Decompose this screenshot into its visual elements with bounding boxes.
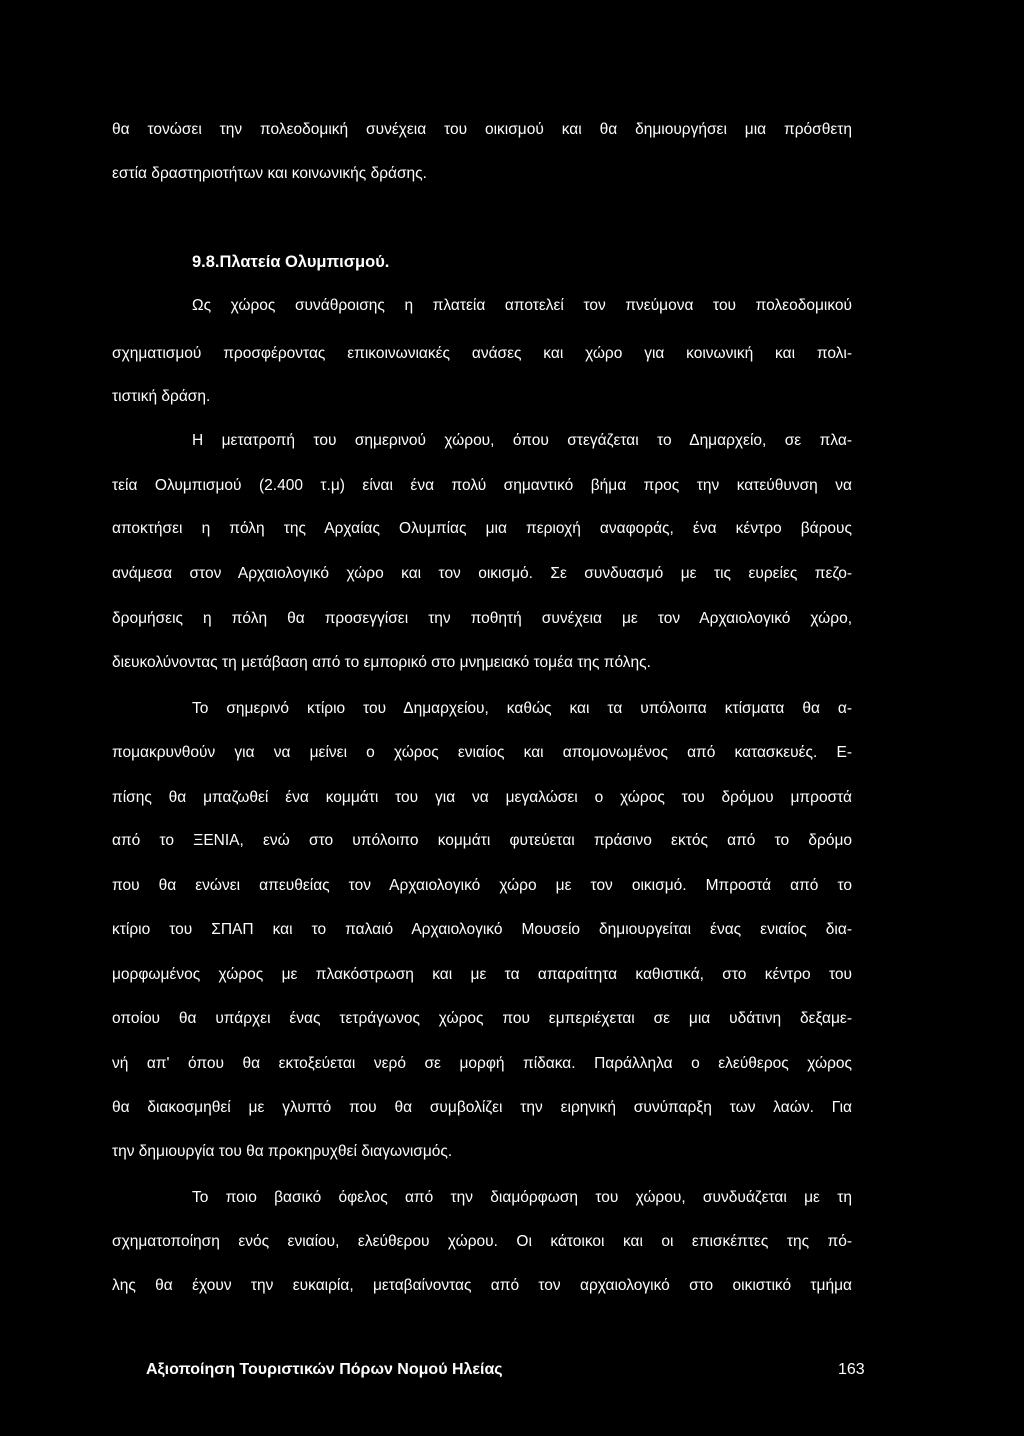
text-line: θα διακοσμηθεί με γλυπτό που θα συμβολίζει την ειρηνική συνύπαρξη των λαών. Για (112, 1099, 852, 1116)
text-line: τιστική δράση. (112, 388, 211, 405)
text-line: Το ποιο βασικό όφελος από την διαμόρφωση του χώρου, συνδυάζεται με τη (192, 1189, 852, 1206)
text-line: εστία δραστηριοτήτων και κοινωνικής δράσης. (112, 165, 427, 182)
text-line: διευκολύνοντας τη μετάβαση από το εμπορικό στο μνημειακό τομέα της πόλης. (112, 654, 651, 671)
text-line: την δημιουργία του θα προκηρυχθεί διαγωνισμός. (112, 1143, 453, 1160)
text-line: λης θα έχουν την ευκαιρία, μεταβαίνοντας από τον αρχαιολογικό στο οικιστικό τμήμα (112, 1277, 852, 1294)
text-line: πομακρυνθούν για να μείνει ο χώρος ενιαίος και απομονωμένος από κατασκευές. Ε- (112, 744, 852, 761)
text-line: Η μετατροπή του σημερινού χώρου, όπου στεγάζεται το Δημαρχείο, σε πλα- (192, 432, 852, 449)
page-number: 163 (838, 1361, 865, 1378)
text-line: οποίου θα υπάρχει ένας τετράγωνος χώρος που εμπεριέχεται σε μια υδάτινη δεξαμε- (112, 1010, 852, 1027)
footer-title: Αξιοποίηση Τουριστικών Πόρων Νομού Ηλείας (146, 1361, 503, 1378)
text-line: που θα ενώνει απευθείας τον Αρχαιολογικό χώρο με τον οικισμό. Μπροστά από το (112, 877, 852, 894)
text-line: νή απ' όπου θα εκτοξεύεται νερό σε μορφή πίδακα. Παράλληλα ο ελεύθερος χώρος (112, 1055, 852, 1072)
text-line: μορφωμένος χώρος με πλακόστρωση και με τα απαραίτητα καθιστικά, στο κέντρο του (112, 966, 852, 983)
text-line: Το σημερινό κτίριο του Δημαρχείου, καθώς και τα υπόλοιπα κτίσματα θα α- (192, 700, 852, 717)
text-line: δρομήσεις η πόλη θα προσεγγίσει την ποθητή συνέχεια με τον Αρχαιολογικό χώρο, (112, 610, 852, 627)
text-line: κτίριο του ΣΠΑΠ και το παλαιό Αρχαιολογικό Μουσείο δημιουργείται ένας ενιαίος δια- (112, 921, 852, 938)
text-line: θα τονώσει την πολεοδομική συνέχεια του οικισμού και θα δημιουργήσει μια πρόσθετη (112, 121, 852, 138)
text-line: σχηματισμού προσφέροντας επικοινωνιακές ανάσες και χώρο για κοινωνική και πολι- (112, 345, 852, 362)
text-line: αποκτήσει η πόλη της Αρχαίας Ολυμπίας μια περιοχή αναφοράς, ένα κέντρο βάρους (112, 520, 852, 537)
text-line: από το ΞΕΝΙΑ, ενώ στο υπόλοιπο κομμάτι φυτεύεται πράσινο εκτός από το δρόμο (112, 832, 852, 849)
text-line: σχηματοποίηση ενός ενιαίου, ελεύθερου χώρου. Οι κάτοικοι και οι επισκέπτες της πό- (112, 1233, 852, 1250)
text-line: πίσης θα μπαζωθεί ένα κομμάτι του για να μεγαλώσει ο χώρος του δρόμου μπροστά (112, 789, 852, 806)
section-heading: 9.8.Πλατεία Ολυμπισμού. (192, 253, 390, 271)
text-line: ανάμεσα στον Αρχαιολογικό χώρο και τον οικισμό. Σε συνδυασμό με τις ευρείες πεζο- (112, 565, 852, 582)
text-line: Ως χώρος συνάθροισης η πλατεία αποτελεί τον πνεύμονα του πολεοδομικού (192, 297, 852, 314)
text-line: τεία Ολυμπισμού (2.400 τ.μ) είναι ένα πολύ σημαντικό βήμα προς την κατεύθυνση να (112, 477, 852, 494)
